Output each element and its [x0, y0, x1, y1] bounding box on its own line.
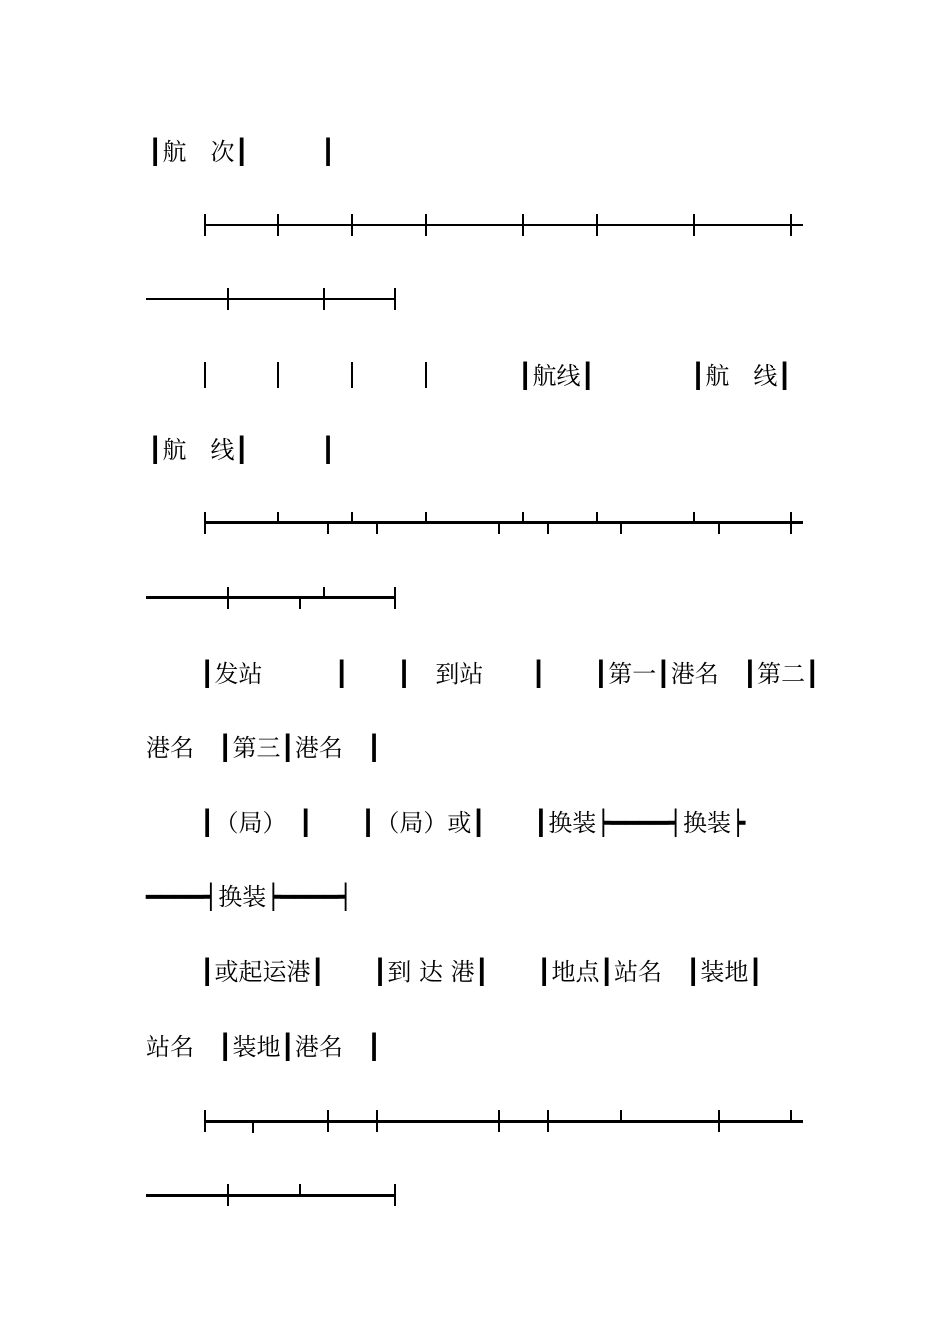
table-rule-tick	[204, 512, 206, 534]
table-rule	[205, 1120, 803, 1123]
table-rule-tick	[425, 512, 427, 524]
table-rule-tick	[299, 1184, 301, 1196]
table-rule-tick	[252, 1121, 254, 1133]
table-rule-tick	[790, 1110, 792, 1122]
table-rule-tick	[277, 214, 279, 236]
table-rule-tick	[394, 587, 396, 609]
column-bar	[425, 362, 427, 388]
table-rule-tick	[693, 512, 695, 524]
table-rule-tick	[547, 1110, 549, 1132]
table-rule-tick	[547, 522, 549, 534]
table-rule-tick	[522, 512, 524, 524]
table-rule-tick	[376, 522, 378, 534]
table-rule	[146, 1194, 396, 1197]
text-line-route: ┃航 线┃ ┃	[148, 436, 336, 464]
text-line-route-header: ┃航线┃ ┃航 线┃	[518, 362, 792, 390]
table-rule-tick	[522, 214, 524, 236]
table-rule	[146, 596, 396, 599]
table-rule-tick	[790, 214, 792, 236]
table-rule-tick	[376, 1110, 378, 1132]
column-bar	[351, 362, 353, 388]
table-rule-tick	[718, 1110, 720, 1132]
table-rule-tick	[394, 288, 396, 310]
table-rule-tick	[498, 1110, 500, 1132]
table-rule-tick	[718, 522, 720, 534]
table-rule-tick	[425, 214, 427, 236]
text-line-station-name: 站名 ┃装地┃港名 ┃	[146, 1033, 382, 1061]
table-rule-tick	[204, 214, 206, 236]
text-line-voyage: ┃航 次┃ ┃	[148, 138, 336, 166]
table-rule-tick	[327, 522, 329, 534]
table-rule-tick	[620, 1110, 622, 1122]
table-rule-tick	[204, 1110, 206, 1132]
table-rule-tick	[227, 1184, 229, 1206]
column-bar	[277, 362, 279, 388]
text-line-stations: ┃发站 ┃ ┃ 到站 ┃ ┃第一┃港名 ┃第二┃	[200, 660, 820, 688]
table-rule-tick	[327, 1110, 329, 1132]
table-rule-tick	[323, 288, 325, 310]
table-rule-tick	[351, 214, 353, 236]
table-rule-tick	[693, 214, 695, 236]
table-rule-tick	[498, 522, 500, 534]
text-line-bureau: ┃（局） ┃ ┃（局）或┃ ┃换装┝━━━━┥换装┝	[200, 809, 746, 837]
table-rule	[205, 521, 803, 524]
table-rule-tick	[323, 587, 325, 599]
table-rule-tick	[227, 288, 229, 310]
table-rule-tick	[790, 512, 792, 534]
table-rule-tick	[351, 512, 353, 524]
table-rule-tick	[596, 512, 598, 524]
text-line-port-name: 港名 ┃第三┃港名 ┃	[146, 734, 382, 762]
text-line-transshipment: ━━━━┥换装┝━━━━┥	[146, 883, 353, 911]
table-rule-tick	[596, 214, 598, 236]
table-rule-tick	[394, 1184, 396, 1206]
text-line-origin-port: ┃或起运港┃ ┃到 达 港┃ ┃地点┃站名 ┃装地┃	[200, 958, 763, 986]
table-rule-tick	[227, 587, 229, 609]
table-rule-tick	[620, 522, 622, 534]
table-rule	[205, 224, 803, 226]
column-bar	[204, 362, 206, 388]
table-rule-tick	[299, 597, 301, 609]
table-rule	[146, 298, 396, 300]
table-rule-tick	[277, 512, 279, 524]
